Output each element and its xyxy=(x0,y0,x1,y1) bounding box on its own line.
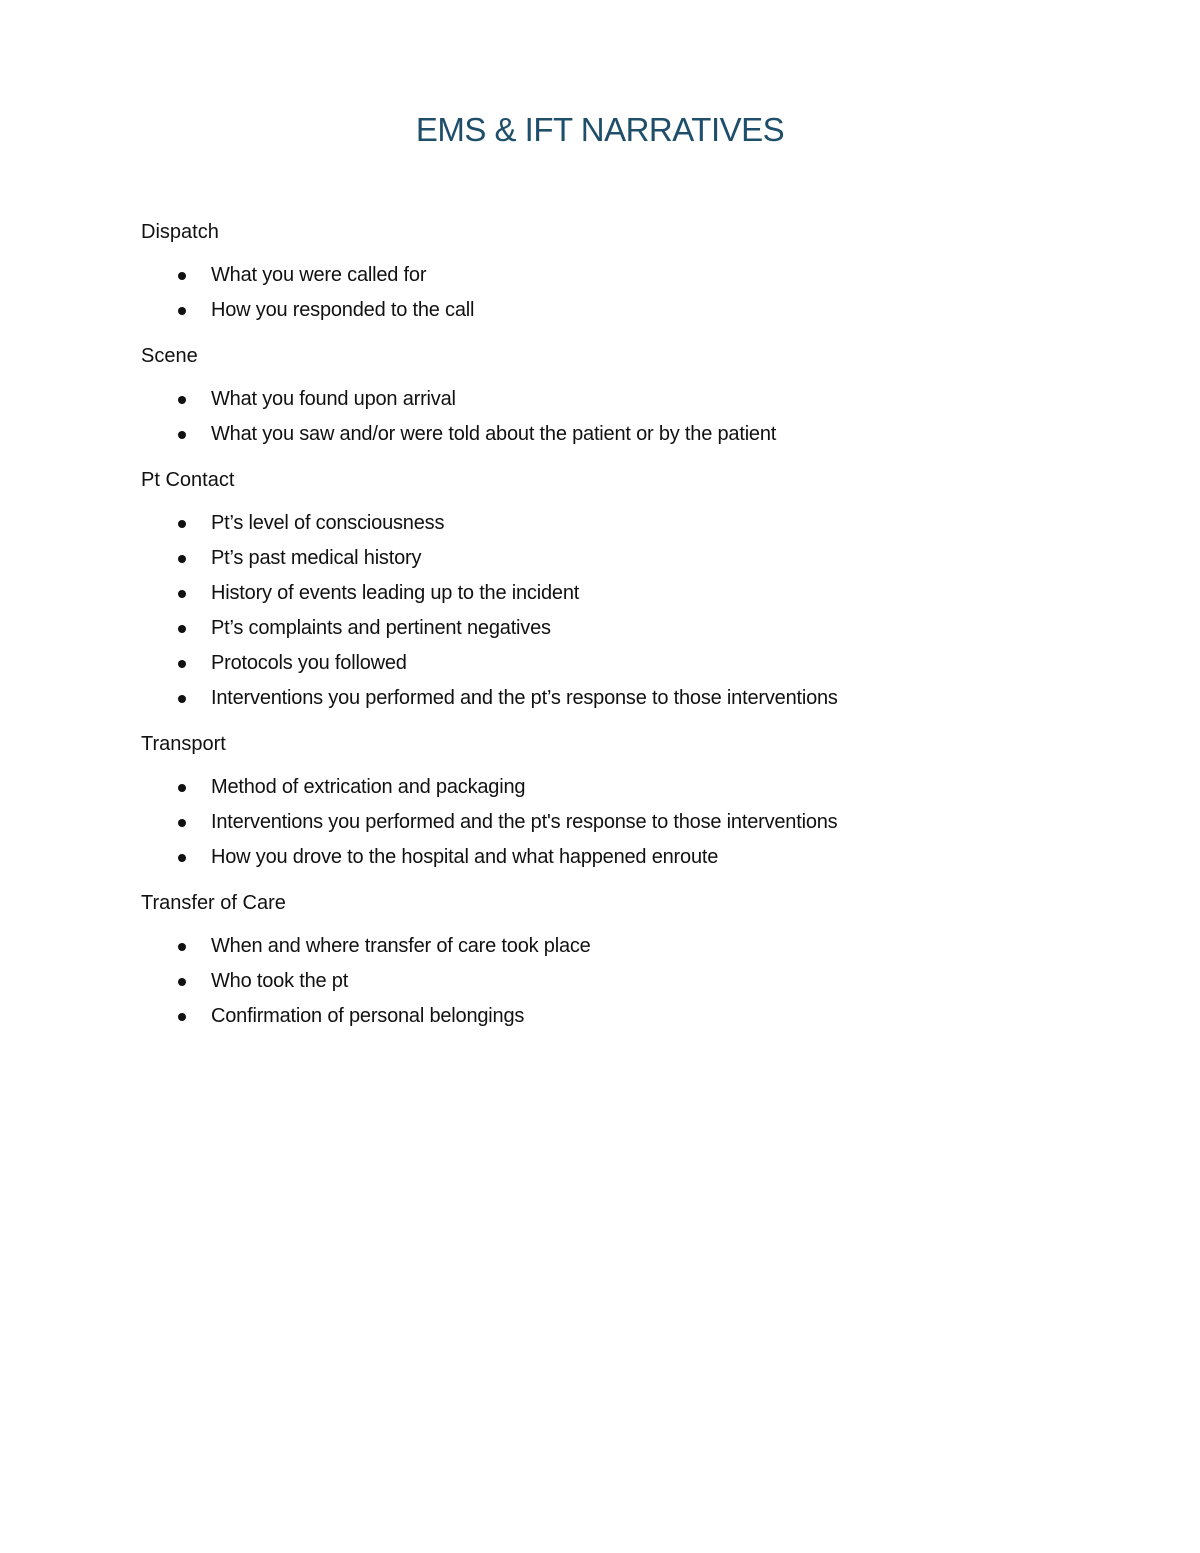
section-transfer-of-care xyxy=(141,889,1101,1034)
list-item-text: Method of extrication and packaging xyxy=(211,776,526,798)
list-item-text: Protocols you followed xyxy=(211,652,407,674)
list-item-text: Interventions you performed and the pt’s response to those interventions xyxy=(211,687,838,709)
bullet-icon xyxy=(178,272,186,280)
list-item xyxy=(141,576,1101,611)
list-item xyxy=(141,382,1101,417)
list-item xyxy=(141,929,1101,964)
bullet-icon xyxy=(178,555,186,563)
bullet-icon xyxy=(178,784,186,792)
bullet-list xyxy=(141,929,1101,1034)
list-item-text: Interventions you performed and the pt's response to those interventions xyxy=(211,811,838,833)
bullet-icon xyxy=(178,978,186,986)
bullet-icon xyxy=(178,1013,186,1021)
section-transport xyxy=(141,730,1101,875)
list-item-text: How you drove to the hospital and what happened enroute xyxy=(211,846,719,868)
bullet-icon xyxy=(178,854,186,862)
list-item-text: Pt’s level of consciousness xyxy=(211,512,445,534)
bullet-list xyxy=(141,258,1101,328)
list-item-text: Who took the pt xyxy=(211,970,349,992)
bullet-icon xyxy=(178,819,186,827)
list-item xyxy=(141,506,1101,541)
section-heading: Transfer of Care xyxy=(141,892,286,914)
list-item xyxy=(141,293,1101,328)
list-item xyxy=(141,611,1101,646)
bullet-icon xyxy=(178,625,186,633)
list-item xyxy=(141,541,1101,576)
section-heading: Dispatch xyxy=(141,221,219,243)
bullet-icon xyxy=(178,520,186,528)
page-title: EMS & IFT NARRATIVES xyxy=(415,111,785,148)
section-scene xyxy=(141,342,1101,452)
bullet-list xyxy=(141,506,1101,716)
list-item xyxy=(141,646,1101,681)
section-heading: Pt Contact xyxy=(141,469,235,491)
list-item xyxy=(141,417,1101,452)
section-heading: Transport xyxy=(141,733,226,755)
bullet-icon xyxy=(178,396,186,404)
bullet-icon xyxy=(178,431,186,439)
list-item-text: Pt’s complaints and pertinent negatives xyxy=(211,617,551,639)
list-item-text: What you saw and/or were told about the patient or by the patient xyxy=(211,423,777,445)
bullet-icon xyxy=(178,943,186,951)
list-item xyxy=(141,805,1101,840)
list-item-text: What you found upon arrival xyxy=(211,388,456,410)
list-item xyxy=(141,964,1101,999)
list-item xyxy=(141,258,1101,293)
list-item-text: History of events leading up to the incident xyxy=(211,582,580,604)
list-item-text: Pt’s past medical history xyxy=(211,547,422,569)
list-item-text: What you were called for xyxy=(211,264,427,286)
bullet-list xyxy=(141,770,1101,875)
bullet-list xyxy=(141,382,1101,452)
section-dispatch xyxy=(141,218,1101,328)
list-item-text: When and where transfer of care took place xyxy=(211,935,591,957)
list-item xyxy=(141,840,1101,875)
section-heading: Scene xyxy=(141,345,198,367)
bullet-icon xyxy=(178,660,186,668)
section-pt-contact xyxy=(141,466,1101,716)
list-item xyxy=(141,770,1101,805)
list-item-text: How you responded to the call xyxy=(211,299,475,321)
bullet-icon xyxy=(178,590,186,598)
bullet-icon xyxy=(178,695,186,703)
list-item xyxy=(141,999,1101,1034)
bullet-icon xyxy=(178,307,186,315)
list-item xyxy=(141,681,1101,716)
list-item-text: Confirmation of personal belongings xyxy=(211,1005,525,1027)
narrative-outline xyxy=(141,218,1101,1048)
